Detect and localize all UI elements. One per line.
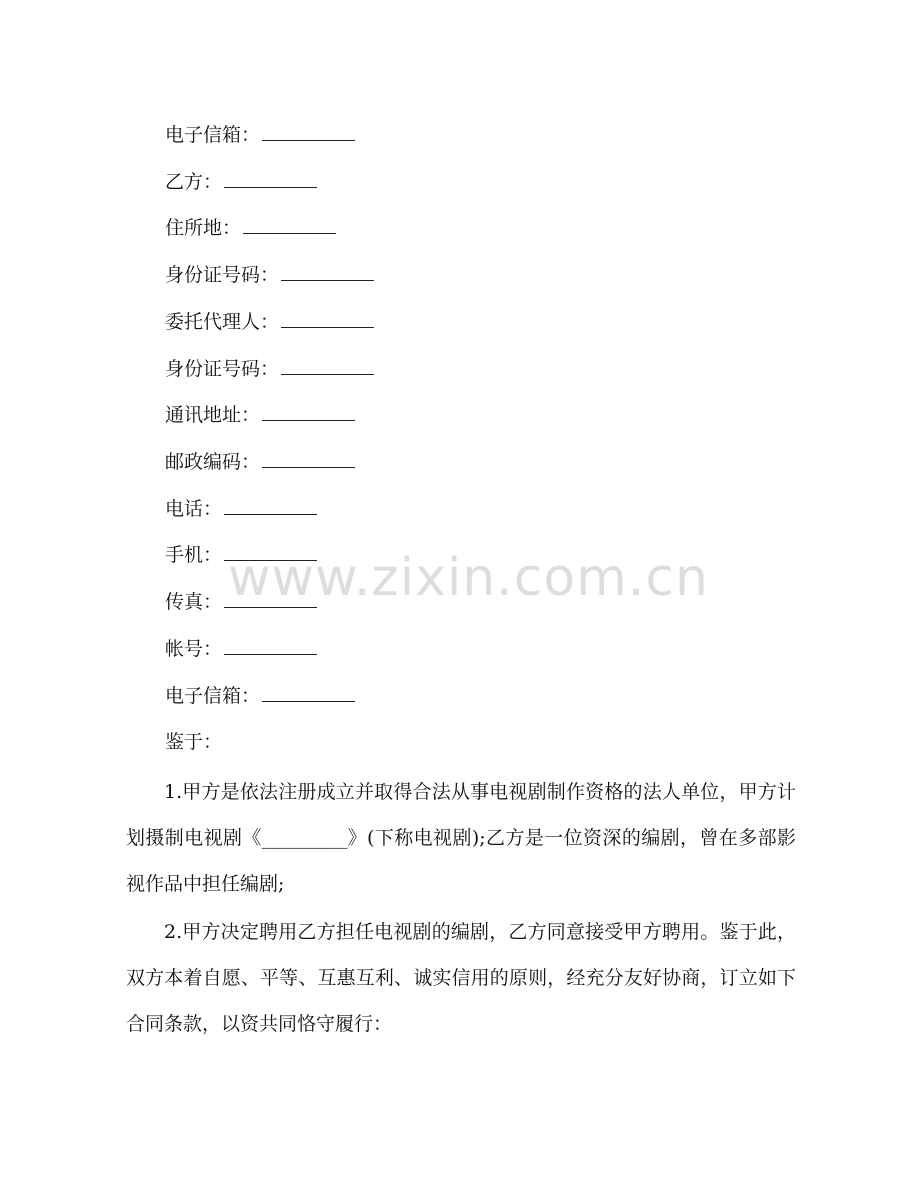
blank-line: [224, 591, 317, 608]
field-label: 电子信箱：: [165, 124, 261, 146]
clause-1: [126, 769, 796, 907]
clause-1-text: 1.甲方是依法注册成立并取得合法从事电视剧制作资格的法人单位，甲方计划摄制电视剧《_________》(下称电视剧);乙方是一位资深的编剧，曾在多部影视作品中担任编剧;: [126, 781, 796, 895]
field-label: 手机：: [165, 544, 223, 566]
field-mobile: [165, 542, 317, 568]
watermark: www.zixin.com.cn: [228, 548, 709, 608]
blank-line: [262, 451, 355, 468]
field-label: 电子信箱：: [165, 685, 261, 707]
field-label: 身份证号码：: [165, 264, 280, 286]
field-postcode: [165, 449, 355, 475]
field-label: 电话：: [165, 498, 223, 520]
field-label: 传真：: [165, 591, 223, 613]
blank-line: [281, 311, 374, 328]
field-address: [165, 402, 355, 428]
clause-2-text: 2.甲方决定聘用乙方担任电视剧的编剧，乙方同意接受甲方聘用。鉴于此，双方本着自愿、平等、互惠互利、诚实信用的原则，经充分友好协商，订立如下合同条款，以资共同恪守履行：: [126, 921, 796, 1035]
field-agent-id-number: [165, 356, 374, 382]
field-id-number: [165, 262, 374, 288]
field-agent: [165, 309, 374, 335]
field-label: 帐号：: [165, 638, 223, 660]
field-label: 邮政编码：: [165, 451, 261, 473]
whereas-heading: 鉴于：: [165, 731, 223, 753]
blank-line: [262, 124, 355, 141]
blank-line: [281, 264, 374, 281]
blank-line: [224, 498, 317, 515]
field-phone: [165, 496, 317, 522]
field-email-b: [165, 683, 355, 709]
blank-line: [243, 217, 336, 234]
blank-line: [281, 358, 374, 375]
field-email-a: [165, 122, 355, 148]
blank-line: [262, 685, 355, 702]
field-label: 身份证号码：: [165, 358, 280, 380]
field-label: 住所地：: [165, 217, 242, 239]
field-account: [165, 636, 317, 662]
clause-2: [126, 909, 796, 1047]
field-residence: [165, 215, 336, 241]
blank-line: [224, 638, 317, 655]
field-fax: [165, 589, 317, 615]
field-label: 通讯地址：: [165, 404, 261, 426]
field-party-b: [165, 169, 317, 195]
blank-line: [224, 544, 317, 561]
blank-line: [262, 404, 355, 421]
field-label: 乙方：: [165, 171, 223, 193]
blank-line: [224, 171, 317, 188]
field-label: 委托代理人：: [165, 311, 280, 333]
